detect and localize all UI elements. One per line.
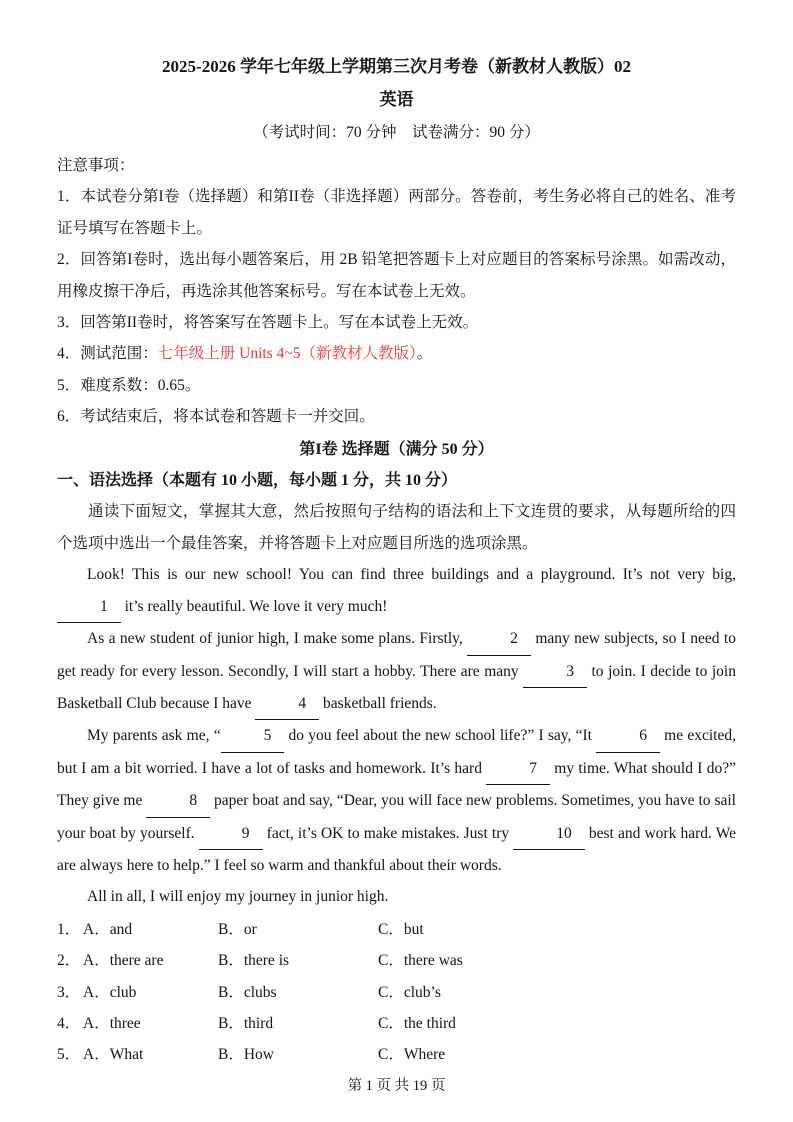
passage: [57, 559, 736, 912]
option-number: 1．: [57, 920, 81, 938]
exam-meta: （考试时间：70 分钟 试卷满分：90 分）: [253, 124, 540, 141]
note-segment: 1．本试卷分第I卷（选择题）和第II卷（非选择题）两部分。答卷前，考生务必将自己的姓名、准考证号填写在答题卡上。: [57, 188, 736, 237]
option-choice: A．three: [83, 1014, 141, 1032]
note-segment: 5．难度系数：0.65。: [57, 376, 201, 394]
note-segment: 2．回答第I卷时，选出每小题答案后，用 2B 铅笔把答题卡上对应题目的答案标号涂黑。如需改动，用橡皮擦干净后，再选涂其他答案标号。写在本试卷上无效。: [57, 251, 736, 300]
cloze-blank-6: 6: [596, 720, 660, 752]
option-choice: C．the third: [378, 1014, 456, 1032]
option-choice: A．club: [83, 983, 137, 1001]
option-choice: A．there are: [83, 952, 164, 970]
option-number: 4．: [57, 1014, 81, 1032]
option-choice: B．there is: [218, 952, 290, 970]
option-number: 2．: [57, 952, 81, 970]
option-row-5: [57, 1039, 736, 1070]
cloze-blank-1: 1: [57, 591, 121, 623]
option-choice: C．club’s: [378, 983, 441, 1001]
option-row-4: [57, 1008, 736, 1039]
passage-paragraph: My parents ask me, “ 5 do you feel about the new school life?” I say, “It 6 me excited, but I am a bit worried. I have a lot of tasks and homework. It’s hard 7 my time. What should I do?” They give me 8 paper boat and say, “Dear, you will face new problems. Sometimes, you have to sail your boat by yourself. 9 fact, it’s OK to make mistakes. Just try 10 best and work hard. We are always here to help.” I feel so warm and thankful about their words.: [57, 720, 736, 881]
option-choice: B．or: [218, 920, 257, 938]
cloze-blank-5: 5: [221, 720, 285, 752]
option-choice: B．clubs: [218, 983, 277, 1001]
notes-heading: 注意事项：: [57, 157, 135, 174]
cloze-blank-2: 2: [467, 623, 531, 655]
option-choice: C．Where: [378, 1046, 446, 1064]
passage-paragraph: As a new student of junior high, I make some plans. Firstly, 2 many new subjects, so I need to get ready for every lesson. Secondly, I will start a hobby. There are many 3 to join. I decide to join Basketball Club because I have 4 basketball friends.: [57, 623, 736, 720]
note-segment: 6．考试结束后，将本试卷和答题卡一并交回。: [57, 408, 375, 426]
option-row-3: [57, 977, 736, 1008]
cloze-blank-8: 8: [146, 785, 210, 817]
note-item: [57, 307, 736, 338]
cloze-blank-7: 7: [486, 753, 550, 785]
option-choice: A．and: [83, 920, 133, 938]
cloze-blank-3: 3: [523, 656, 587, 688]
option-choice: B．third: [218, 1014, 274, 1032]
cloze-blank-4: 4: [255, 688, 319, 720]
note-segment-red: 七年级上册 Units 4~5（新教材人教版）: [157, 345, 417, 363]
passage-paragraph: Look! This is our new school! You can find three buildings and a playground. It’s not very big, 1 it’s really beautiful. We love it very much!: [57, 559, 736, 623]
exam-title: 2025-2026 学年七年级上学期第三次月考卷（新教材人教版）02: [162, 57, 631, 76]
part1-instructions: 通读下面短文，掌握其大意，然后按照句子结构的语法和上下文连贯的要求，从每题所给的四个选项中选出一个最佳答案，并将答题卡上对应题目所选的选项涂黑。: [57, 503, 736, 552]
option-choice: A．What: [83, 1046, 144, 1064]
note-item: [57, 401, 736, 432]
note-item: [57, 370, 736, 401]
option-choice: C．but: [378, 920, 424, 938]
cloze-blank-10: 10: [513, 818, 585, 850]
option-choice: B．How: [218, 1046, 274, 1064]
notes-list: [57, 181, 736, 432]
note-segment: 3．回答第II卷时，将答案写在答题卡上。写在本试卷上无效。: [57, 314, 479, 332]
note-segment: 。: [416, 345, 433, 363]
option-row-2: [57, 945, 736, 976]
note-item: [57, 181, 736, 244]
note-segment: 4．测试范围：: [57, 345, 158, 363]
option-number: 5．: [57, 1046, 81, 1064]
note-item: [57, 338, 736, 369]
option-choice: C．there was: [378, 952, 463, 970]
note-item: [57, 244, 736, 307]
option-row-1: [57, 914, 736, 945]
passage-paragraph: All in all, I will enjoy my journey in junior high.: [87, 888, 389, 906]
part1-heading: 一、语法选择（本题有 10 小题，每小题 1 分，共 10 分）: [57, 472, 458, 490]
subject-title: 英语: [379, 90, 414, 109]
section-title: 第I卷 选择题（满分 50 分）: [299, 440, 494, 458]
page-footer: 第 1 页 共 19 页: [347, 1078, 446, 1094]
cloze-blank-9: 9: [199, 818, 263, 850]
options-list: [57, 914, 736, 1071]
option-number: 3．: [57, 983, 81, 1001]
